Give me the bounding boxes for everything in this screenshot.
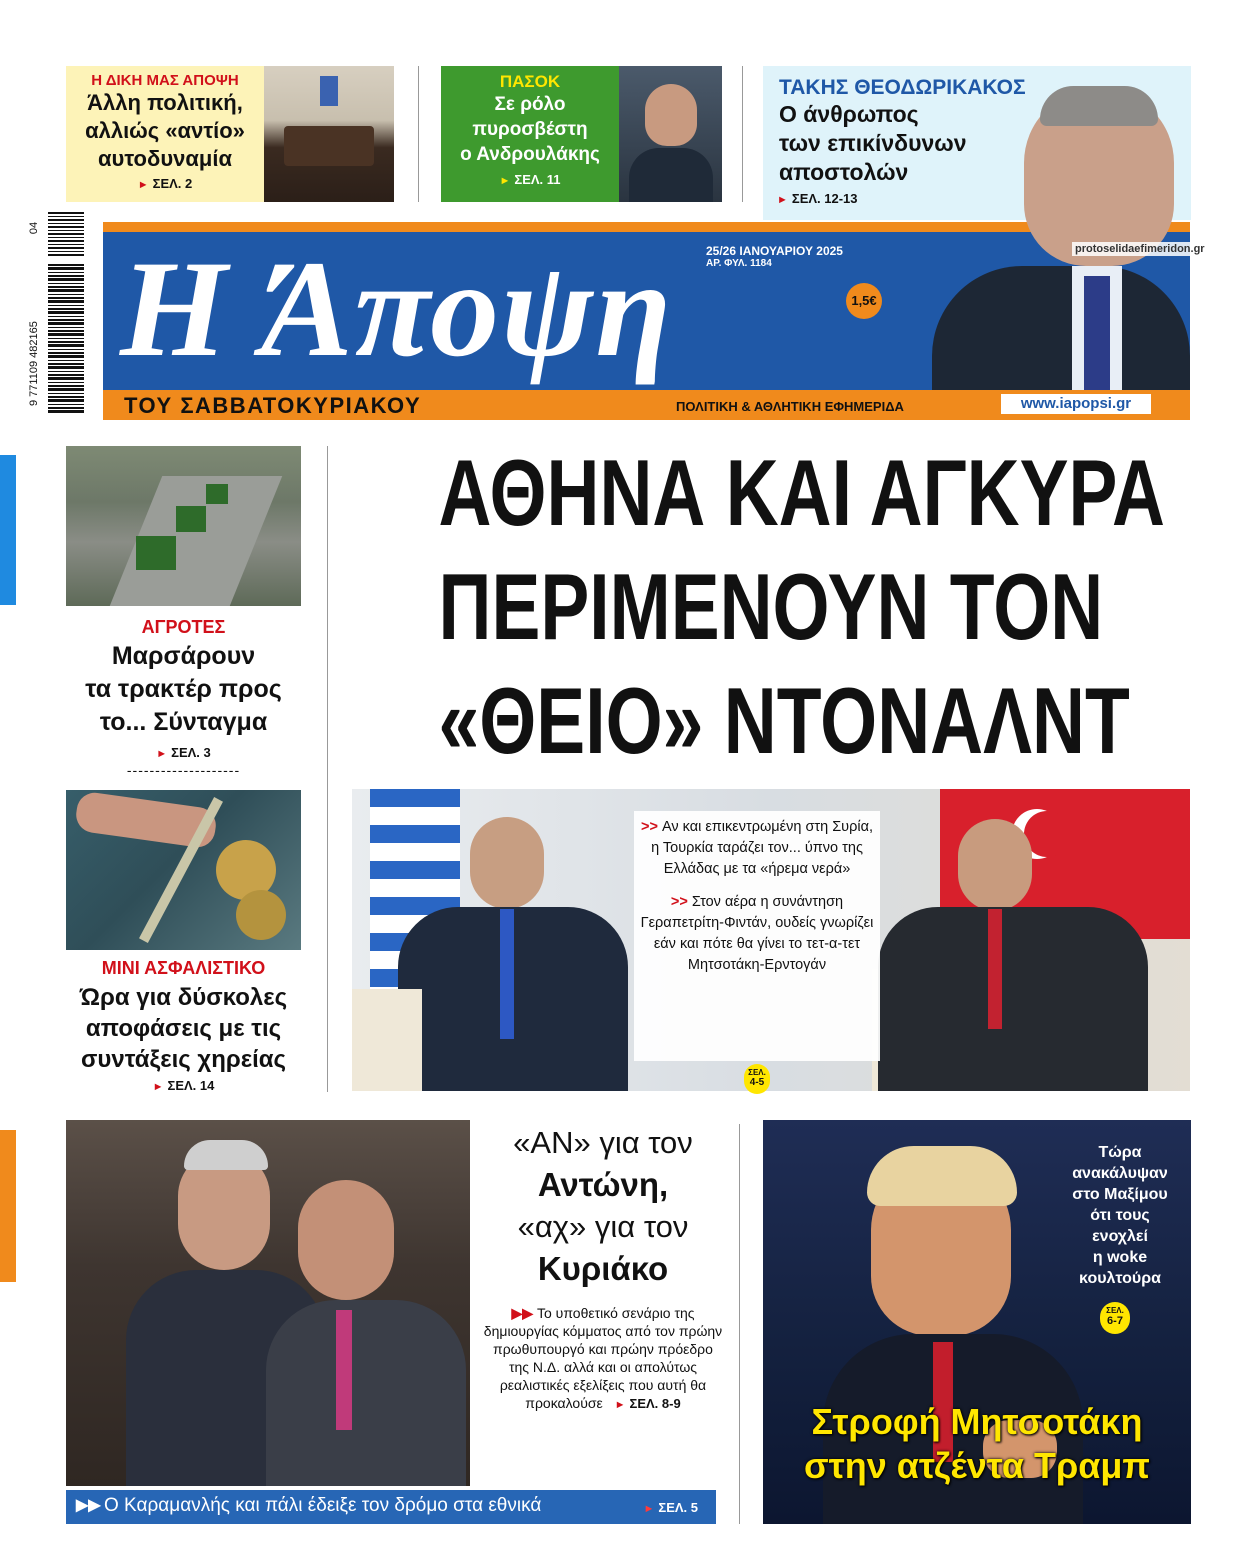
- farmers-lines[interactable]: [62, 640, 305, 739]
- opinion-line-2: αλλιώς «αντίο»: [85, 118, 245, 143]
- samaras-headline[interactable]: [478, 1122, 728, 1290]
- theodorikakos-photo: [912, 66, 1190, 390]
- opinion-line-3: αυτοδυναμία: [98, 146, 232, 171]
- barcode-top-number: 04: [28, 221, 41, 235]
- farmers-line-1: Μαρσάρουν: [111, 642, 256, 670]
- trump-side-line-3: στο Μαξίμου: [1072, 1186, 1168, 1203]
- cabinet-room-photo: [264, 66, 394, 202]
- theodorikakos-page: ► ΣΕΛ. 12-13: [777, 191, 858, 206]
- trump-side-line-6: η woke: [1092, 1249, 1148, 1266]
- trump-side-line-2: ανακάλυψαν: [1072, 1165, 1168, 1182]
- trump-side-line-7: κουλτούρα: [1079, 1270, 1161, 1287]
- main-badge-label: ΣΕΛ.: [748, 1068, 766, 1077]
- masthead-date: 25/26 ΙΑΝΟΥΑΡΙΟΥ 2025: [706, 244, 843, 258]
- masthead-issue: ΑΡ. ΦΥΛ. 1184: [706, 258, 772, 269]
- main-story-textbox[interactable]: [634, 811, 880, 1061]
- farmers-line-3: το... Σύνταγμα: [99, 708, 268, 736]
- trump-badge-label: ΣΕΛ.: [1106, 1306, 1124, 1315]
- samaras-body: ▶▶ Το υποθετικό σενάριο της δημιουργίας κόμματος από τον πρώην πρωθυπουργό και πρώην πρόεδρο της Ν.Δ. αλλά και οι απολύτως ρεαλιστικές εξελίξεις που αυτή θα προκαλούσε ► ΣΕΛ. 8-9: [483, 1305, 723, 1411]
- theodorikakos-line-2: των επικίνδυνων: [779, 130, 967, 156]
- strip-text: Ο Καραμανλής και πάλι έδειξε τον δρόμο στα εθνικά: [104, 1495, 542, 1516]
- insurance-line-3: συντάξεις χηρείας: [80, 1046, 287, 1073]
- price-badge: 1,5€: [846, 283, 882, 319]
- pasok-line-3: ο Ανδρουλάκης: [460, 144, 600, 165]
- trump-side-line-5: ενοχλεί: [1092, 1228, 1148, 1245]
- strip-arrow-icon: ▶▶: [76, 1497, 101, 1514]
- samaras-line-2: Αντώνη,: [537, 1166, 669, 1203]
- bottom-rule: [739, 1124, 740, 1524]
- insurance-line-1: Ώρα για δύσκολες: [79, 984, 288, 1011]
- main-badge-pages: 4-5: [749, 1077, 765, 1088]
- trump-headline-line-1: Στροφή Μητσοτάκη: [811, 1401, 1143, 1442]
- opinion-page: ► ΣΕΛ. 2: [137, 176, 193, 191]
- main-page-badge[interactable]: [744, 1064, 770, 1094]
- left-column-rule: [327, 446, 328, 1092]
- pasok-kicker: ΠΑΣΟΚ: [499, 72, 561, 91]
- pasok-line-2: πυροσβέστη: [472, 119, 588, 140]
- main-headline[interactable]: [345, 436, 1195, 778]
- headline-line-2: ΠΕΡΙΜΕΝΟΥΝ ΤΟΝ: [438, 554, 1104, 659]
- opinion-kicker: Η ΔΙΚΗ ΜΑΣ ΑΠΟΨΗ: [91, 72, 239, 89]
- farmers-kicker: ΑΓΡΟΤΕΣ: [141, 617, 226, 637]
- headline-line-3: «ΘΕΙΟ» ΝΤΟΝΑΛΝΤ: [438, 668, 1130, 773]
- masthead-tagline: ΠΟΛΙΤΙΚΗ & ΑΘΛΗΤΙΚΗ ΕΦΗΜΕΡΙΔΑ: [676, 399, 904, 414]
- farmers-line-2: τα τρακτέρ προς: [85, 675, 282, 703]
- opinion-line-1: Άλλη πολιτική,: [87, 90, 243, 115]
- barcode: [34, 212, 88, 408]
- samaras-line-3: «αχ» για τον: [517, 1209, 689, 1244]
- samaras-line-1: «ΑΝ» για τον: [513, 1125, 693, 1160]
- pasok-page: ► ΣΕΛ. 11: [499, 172, 561, 187]
- trump-headline[interactable]: [763, 1400, 1191, 1488]
- barcode-number: 9 771109 482165: [28, 321, 40, 406]
- insurance-kicker: ΜΙΝΙ ΑΣΦΑΛΙΣΤΙΚΟ: [101, 958, 266, 978]
- main-bullet-2: >> Στον αέρα η συνάντηση Γεραπετρίτη-Φιντάν, ουδείς γνωρίζει εάν και πότε θα γίνει το τετ-α-τετ Μητσοτάκη-Ερντογάν: [640, 894, 874, 973]
- karamanlis-strip[interactable]: [66, 1490, 716, 1524]
- headline-line-1: ΑΘΗΝΑ ΚΑΙ ΑΓΚΥΡΑ: [438, 440, 1165, 545]
- trump-side-line-1: Τώρα: [1098, 1144, 1142, 1161]
- samaras-karamanlis-photo: [66, 1120, 470, 1486]
- samaras-line-4: Κυριάκο: [537, 1250, 669, 1287]
- website-link[interactable]: www.iapopsi.gr: [1001, 394, 1151, 414]
- farmers-page: ► ΣΕΛ. 3: [156, 745, 211, 760]
- opinion-box[interactable]: [66, 66, 264, 202]
- left-divider: --------------------: [126, 762, 241, 778]
- masthead-title: Η Άποψη: [120, 232, 674, 385]
- strip-page: ► ΣΕΛ. 5: [643, 1500, 698, 1515]
- edge-tab-blue: [0, 455, 16, 605]
- insurance-line-2: αποφάσεις με τις: [85, 1015, 282, 1042]
- pasok-box[interactable]: [441, 66, 619, 202]
- edge-tab-orange: [0, 1130, 16, 1282]
- theodorikakos-line-3: αποστολών: [779, 159, 909, 185]
- insurance-page: ► ΣΕΛ. 14: [152, 1078, 215, 1093]
- theodorikakos-kicker: ΤΑΚΗΣ ΘΕΟΔΩΡΙΚΑΚΟΣ: [779, 76, 1026, 99]
- trump-badge-pages: 6-7: [1107, 1315, 1123, 1327]
- pension-photo: [66, 790, 301, 950]
- trump-page-badge[interactable]: [1100, 1302, 1130, 1334]
- watermark: protoselidaefimeridon.gr: [1072, 242, 1228, 256]
- main-bullet-1: >> Αν και επικεντρωμένη στη Συρία, η Τουρκία ταράζει τον... ύπνο της Ελλάδας με τα «ήρεμα νερά»: [641, 819, 873, 877]
- trump-side-text[interactable]: [1052, 1142, 1188, 1289]
- theodorikakos-line-1: Ο άνθρωπος: [779, 101, 919, 127]
- insurance-lines[interactable]: [56, 982, 311, 1075]
- androulakis-photo: [619, 66, 722, 202]
- tractors-photo: [66, 446, 301, 606]
- masthead-subtitle: ΤΟΥ ΣΑΒΒΑΤΟΚΥΡΙΑΚΟΥ: [124, 393, 422, 418]
- pasok-line-1: Σε ρόλο: [494, 94, 566, 115]
- trump-side-line-4: ότι τους: [1090, 1207, 1150, 1224]
- trump-headline-line-2: στην ατζέντα Τραμπ: [804, 1445, 1150, 1486]
